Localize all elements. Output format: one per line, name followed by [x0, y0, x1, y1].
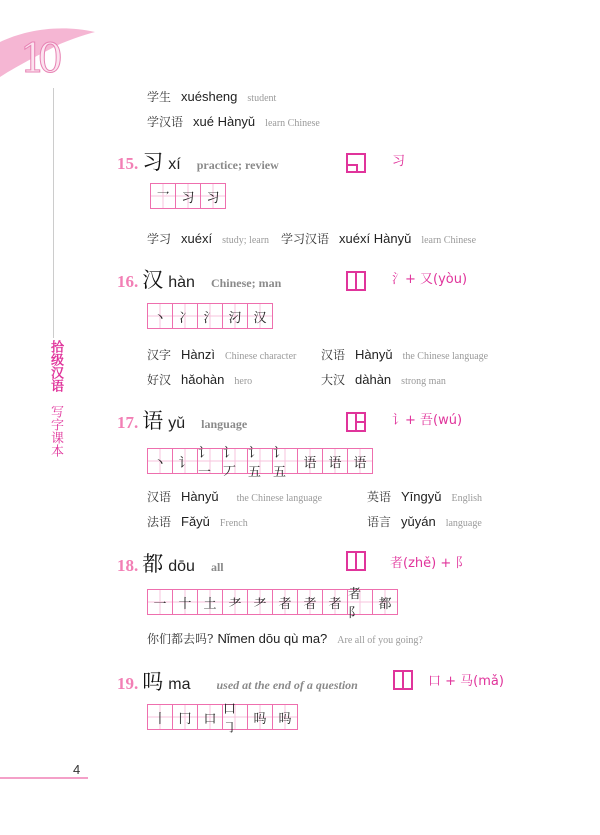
entry-17-heading: [117, 405, 247, 435]
sentence-english: Are all of you going?: [337, 635, 423, 646]
vocab-hanzi: 学习: [147, 232, 172, 246]
stroke-cell: 丶: [148, 304, 173, 328]
entry-pinyin: ma: [168, 676, 191, 693]
stroke-cell: 口㇆: [223, 705, 248, 729]
vocab-english: the Chinese language: [236, 493, 323, 504]
vocab-row: [147, 230, 476, 247]
vocab-hanzi: 语言: [367, 515, 392, 529]
stroke-order-grid: [147, 587, 398, 621]
entry-hanzi: 吗: [142, 670, 164, 694]
vocab-hanzi: 学汉语: [147, 115, 184, 129]
stroke-cell: 乛: [151, 184, 176, 208]
structure-left-right-icon: [393, 670, 413, 690]
stroke-cell: 汈: [223, 304, 248, 328]
vocab-row: [367, 513, 482, 530]
stroke-cell: 讠丆: [223, 449, 248, 473]
entry-number: 17.: [117, 413, 139, 432]
stroke-cell: 十: [173, 590, 198, 614]
vocab-pinyin: Hànyǔ: [355, 347, 393, 362]
entry-number: 19.: [117, 674, 139, 693]
lesson-number: 10: [20, 36, 55, 82]
entry-hanzi: 语: [142, 409, 164, 433]
stroke-order-grid: [147, 702, 298, 736]
footer-rule: [0, 777, 88, 779]
stroke-cell: 汉: [248, 304, 272, 328]
vocab-pinyin: xuéxí: [181, 231, 213, 246]
stroke-cell: 一: [148, 590, 173, 614]
entry-18-heading: [117, 548, 224, 578]
vocab-english: French: [219, 518, 248, 529]
stroke-cell: 者: [273, 590, 298, 614]
entry-pinyin: dōu: [168, 558, 195, 575]
entry-meaning: all: [210, 560, 224, 574]
structure-left-right-split-icon: [346, 412, 366, 432]
vocab-english: student: [247, 93, 277, 104]
stroke-cell: 习: [201, 184, 225, 208]
stroke-order-grid: [147, 303, 273, 329]
entry-number: 18.: [117, 556, 139, 575]
stroke-cell: 讠五: [273, 449, 298, 473]
vocab-hanzi: 汉字: [147, 348, 172, 362]
vocab-hanzi: 大汉: [321, 373, 346, 387]
stroke-cell: 氵: [198, 304, 223, 328]
entry-pinyin: yǔ: [168, 415, 186, 432]
vocab-pinyin: xuésheng: [181, 89, 238, 104]
vocab-english: hero: [234, 376, 253, 387]
entry-components: 者(zhě) + 阝: [390, 556, 469, 571]
stroke-cell: 丨: [148, 705, 173, 729]
stroke-cell: 吗: [248, 705, 273, 729]
vocab-english: learn Chinese: [265, 118, 320, 129]
book-title: 拾级汉语: [48, 340, 63, 392]
vocab-row: [147, 371, 252, 388]
vocab-pinyin: xué Hànyǔ: [193, 114, 256, 129]
vocab-hanzi: 法语: [147, 515, 172, 529]
stroke-cell: 者: [298, 590, 323, 614]
example-sentence: [147, 630, 423, 647]
vocab-row: [147, 513, 248, 530]
structure-left-right-icon: [346, 271, 366, 291]
vocab-pinyin: hǎohàn: [181, 372, 225, 387]
book-subtitle: 写字课本: [48, 405, 63, 457]
structure-single-enclosed-icon: [346, 153, 366, 173]
sentence-hanzi: 你们都去吗?: [147, 632, 214, 646]
vocab-row: [321, 346, 488, 363]
stroke-cell: 语: [348, 449, 372, 473]
vocab-english: English: [451, 493, 483, 504]
entry-19-heading: [117, 666, 358, 696]
vocab-hanzi: 汉语: [147, 490, 172, 504]
vocab-pinyin: yǔyán: [401, 514, 436, 529]
vocab-english: study; learn: [222, 235, 270, 246]
vocab-hanzi: 学生: [147, 90, 172, 104]
vocab-pinyin: Hànzì: [181, 347, 215, 362]
vocab-pinyin: Hànyǔ: [181, 489, 219, 504]
entry-pinyin: hàn: [168, 274, 195, 291]
vocab-hanzi: 学习汉语: [281, 232, 330, 246]
stroke-cell: 冫: [173, 304, 198, 328]
stroke-cell: 者: [323, 590, 348, 614]
stroke-cell: 语: [298, 449, 323, 473]
stroke-cell: 吗: [273, 705, 297, 729]
entry-meaning: practice; review: [196, 158, 279, 172]
structure-left-right-icon: [346, 551, 366, 571]
stroke-cell: 者阝: [348, 590, 373, 614]
stroke-cell: 都: [373, 590, 397, 614]
vocab-hanzi: 英语: [367, 490, 392, 504]
page-number: 4: [73, 762, 81, 777]
stroke-order-grid: [147, 446, 373, 480]
entry-meaning: Chinese; man: [210, 276, 282, 290]
stroke-order-grid: [150, 183, 226, 209]
stroke-cell: 讠一: [198, 449, 223, 473]
vocab-row: [147, 113, 320, 130]
vocab-pinyin: xuéxí Hànyǔ: [339, 231, 412, 246]
entry-components: 氵+ 又(yòu): [392, 272, 468, 287]
entry-15-heading: [117, 146, 279, 176]
entry-components: 口 + 马(mǎ): [428, 674, 504, 689]
vocab-hanzi: 好汉: [147, 373, 172, 387]
entry-components: 讠+ 吾(wú): [392, 413, 463, 428]
stroke-cell: 丶: [148, 449, 173, 473]
vocab-row: [147, 346, 296, 363]
stroke-cell: 耂: [223, 590, 248, 614]
stroke-cell: 口: [198, 705, 223, 729]
margin-rule: [53, 88, 54, 338]
entry-16-heading: [117, 264, 281, 294]
entry-hanzi: 习: [142, 150, 164, 174]
stroke-cell: 语: [323, 449, 348, 473]
vocab-pinyin: dàhàn: [355, 372, 392, 387]
sentence-pinyin: Nǐmen dōu qù ma?: [217, 631, 328, 646]
vocab-row: [147, 488, 322, 505]
stroke-cell: 讠: [173, 449, 198, 473]
entry-hanzi: 都: [142, 552, 164, 576]
vocab-hanzi: 汉语: [321, 348, 346, 362]
entry-meaning: language: [201, 417, 248, 431]
vocab-row: [367, 488, 482, 505]
entry-hanzi: 汉: [142, 268, 164, 292]
entry-pinyin: xí: [168, 156, 181, 173]
entry-meaning: used at the end of a question: [216, 678, 358, 692]
stroke-cell: 耂: [248, 590, 273, 614]
vocab-row: [321, 371, 446, 388]
entry-number: 15.: [117, 154, 139, 173]
vocab-english: the Chinese language: [402, 351, 489, 362]
stroke-cell: 冂: [173, 705, 198, 729]
vocab-pinyin: Fǎyǔ: [181, 514, 210, 529]
stroke-cell: 土: [198, 590, 223, 614]
vocab-english: language: [445, 518, 482, 529]
vocab-english: learn Chinese: [421, 235, 477, 246]
stroke-cell: 习: [176, 184, 201, 208]
entry-number: 16.: [117, 272, 139, 291]
vocab-pinyin: Yīngyǔ: [401, 489, 442, 504]
vocab-english: strong man: [401, 376, 446, 387]
stroke-cell: 讠五: [248, 449, 273, 473]
entry-components: 习: [392, 154, 406, 169]
vocab-row: [147, 88, 276, 105]
vocab-english: Chinese character: [224, 351, 297, 362]
